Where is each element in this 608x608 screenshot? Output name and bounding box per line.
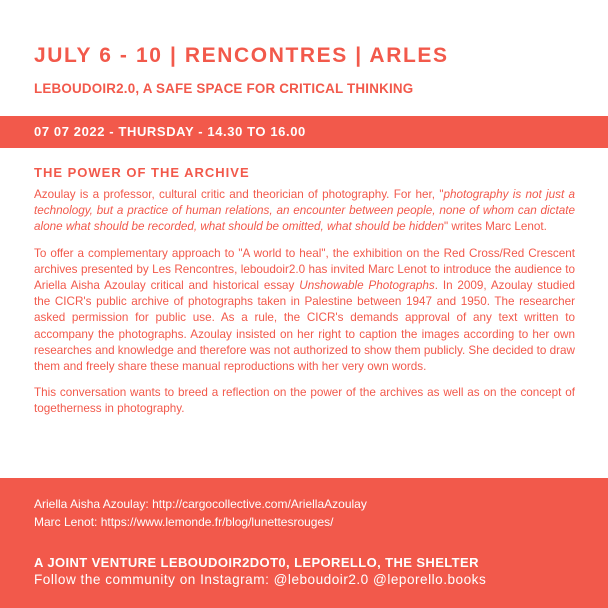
footer-band [0,478,608,608]
section-title: THE POWER OF THE ARCHIVE [34,165,250,180]
paragraph-context-text: To offer a complementary approach to "A world to heal", the exhibition on the Red Cross/Red Crescent archives presented by Les Rencontres, leboudoir2.0 has invited Marc Lenot to introduce the audience to Ariella Aisha Azoulay critical and historical essay [34,246,575,293]
paragraph-context-text-2: . In 2009, Azoulay studied the CICR's public archive of photographs taken in Palestine between 1947 and 1950. The researcher asked permission for public use. As a rule, the CICR's demands approval of any text written to accompany the photographs. Azoulay insisted on her right to caption the images according to her own researches and knowledge and therefore was not authorized to show them publicly. She decided to draw them and freely share these manual reproductions with her very own words. [34,279,575,374]
event-subtitle: LEBOUDOIR2.0, A SAFE SPACE FOR CRITICAL THINKING [34,81,414,96]
paragraph-intro [34,187,575,236]
paragraph-context [34,246,575,376]
paragraph-intro-attribution: " writes Marc Lenot. [444,220,547,234]
instagram-follow-text: Follow the community on Instagram: @leboudoir2.0 @leporello.books [34,572,487,587]
date-time-label: 07 07 2022 - THURSDAY - 14.30 TO 16.00 [34,124,306,139]
joint-venture-label: A JOINT VENTURE LEBOUDOIR2DOT0, LEPORELLO, THE SHELTER [34,555,479,570]
azoulay-link[interactable]: Ariella Aisha Azoulay: http://cargocollective.com/AriellaAzoulay [34,497,367,511]
quote-text: photography is not just a technology, but a practice of human relations, an encounter between people, none of whom can dictate alone what should be recorded, what should be omitted, what should be hidden [34,188,575,234]
paragraph-intro-text: Azoulay is a professor, cultural critic and theorician of photography. For her, " [34,188,444,201]
date-banner [0,116,608,148]
paragraph-conclusion: This conversation wants to breed a reflection on the power of the archives as well as on the concept of togetherness in photography. [34,386,575,416]
event-title: JULY 6 - 10 | RENCONTRES | ARLES [34,44,449,67]
lenot-link[interactable]: Marc Lenot: https://www.lemonde.fr/blog/lunettesrouges/ [34,515,334,529]
book-title: Unshowable Photographs [299,279,435,293]
article-body [34,187,575,428]
